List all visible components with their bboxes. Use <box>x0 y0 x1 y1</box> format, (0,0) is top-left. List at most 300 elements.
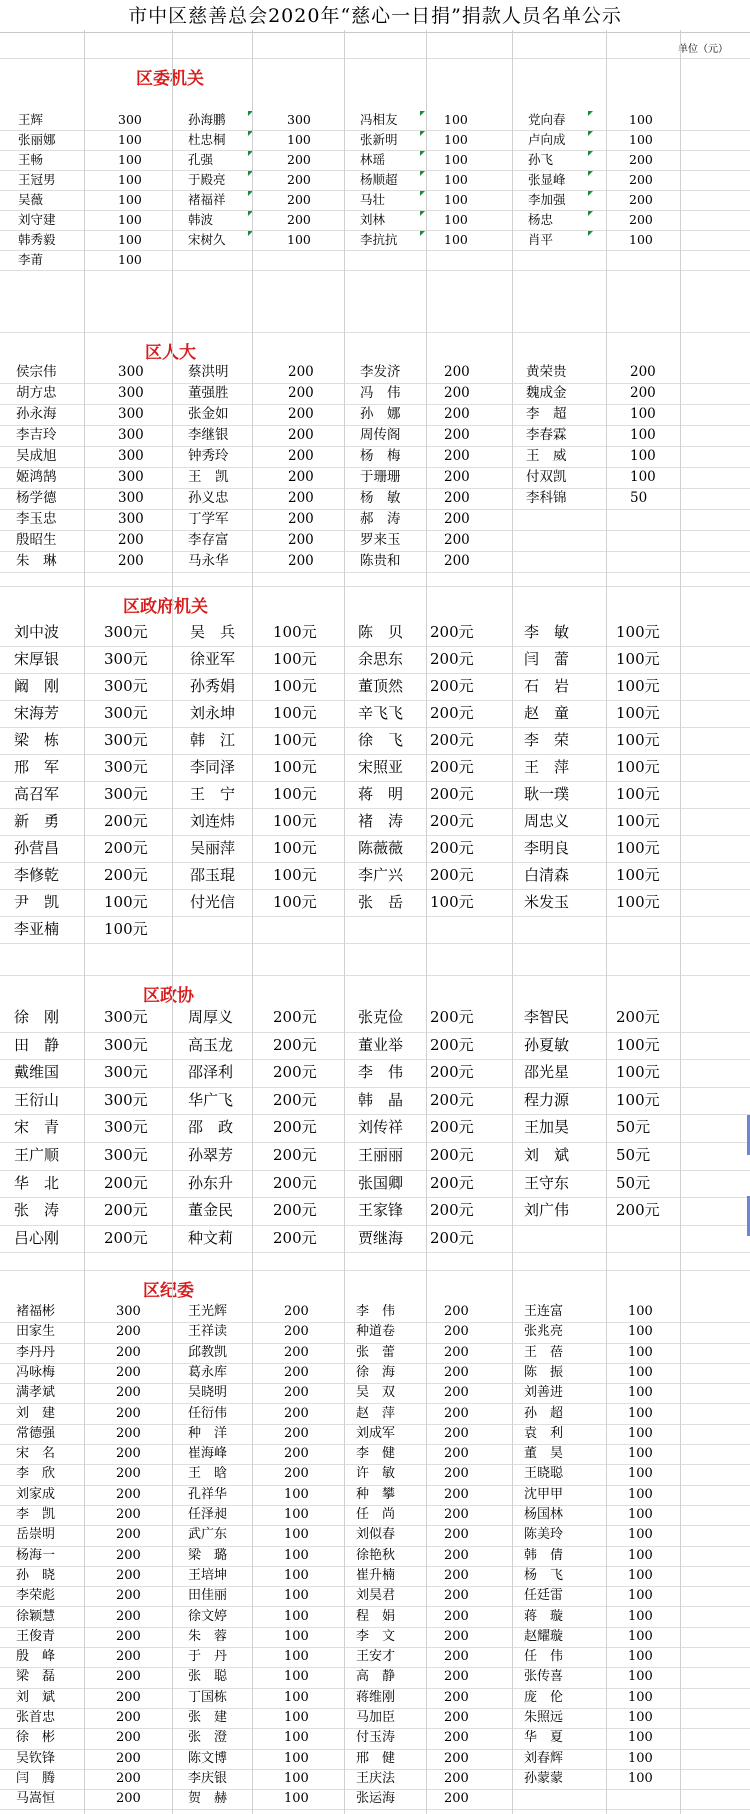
donor-name: 李抗抗 <box>360 232 398 247</box>
donor-name: 吴 兵 <box>190 623 236 641</box>
section-divider <box>0 58 750 59</box>
donation-amount: 200元 <box>104 839 148 857</box>
donor-name: 李 凯 <box>16 1507 56 1522</box>
donor-name: 杨顺超 <box>360 172 398 187</box>
donor-name: 陈 贝 <box>358 623 404 641</box>
donor-name: 邵 政 <box>188 1118 234 1137</box>
donor-name: 姬鸿鹄 <box>16 469 57 485</box>
donor-name: 种 攀 <box>356 1486 396 1502</box>
donor-row <box>0 1789 750 1810</box>
donation-amount: 200 <box>116 1689 141 1705</box>
donation-amount: 100元 <box>104 893 148 911</box>
donor-name: 宋海芳 <box>14 704 60 722</box>
donation-amount: 200 <box>444 1689 469 1705</box>
donation-amount: 50元 <box>616 1146 651 1164</box>
donation-amount: 100 <box>628 1385 653 1401</box>
donor-name: 冯咏梅 <box>16 1364 56 1380</box>
cell-comment-marker <box>420 131 425 136</box>
donor-name: 崔升楠 <box>356 1567 396 1583</box>
donor-name: 王畅 <box>18 152 44 167</box>
donor-row <box>0 110 750 131</box>
donation-amount: 200 <box>284 1344 309 1360</box>
donor-name: 朱照远 <box>524 1710 564 1725</box>
donation-amount: 100 <box>444 152 468 167</box>
donor-name: 尹 凯 <box>14 893 60 911</box>
donor-row <box>0 1302 750 1323</box>
donor-name: 杨海一 <box>16 1547 56 1563</box>
donor-row <box>0 1647 750 1668</box>
donor-row <box>0 1114 750 1143</box>
donor-name: 李 伟 <box>356 1304 396 1319</box>
grid-column-line <box>426 30 427 1814</box>
donor-name: 刘似春 <box>356 1527 396 1543</box>
donor-name: 宋照亚 <box>358 758 404 776</box>
donor-name: 吴丽萍 <box>190 839 236 857</box>
donor-name: 程 娟 <box>356 1608 396 1624</box>
donor-name: 钟秀玲 <box>188 448 229 464</box>
donor-name: 孙翠芳 <box>188 1146 234 1164</box>
donation-amount: 200 <box>116 1750 141 1766</box>
donation-amount: 200元 <box>104 866 148 884</box>
donor-name: 满孝斌 <box>16 1385 56 1401</box>
donation-amount: 200 <box>444 1364 469 1380</box>
donor-row <box>0 362 750 384</box>
cell-comment-marker <box>588 191 593 196</box>
donation-amount: 100 <box>284 1649 309 1665</box>
donor-name: 王连富 <box>524 1304 564 1319</box>
donation-amount: 200 <box>444 1567 469 1583</box>
donation-amount: 200元 <box>430 1173 474 1192</box>
donor-row <box>0 916 750 944</box>
donor-name: 赵 童 <box>524 704 570 722</box>
donation-amount: 200 <box>444 1628 469 1644</box>
donor-name: 刘传祥 <box>358 1118 404 1137</box>
grid-column-line <box>512 30 513 1814</box>
donor-name: 马壮 <box>360 192 386 207</box>
donation-amount: 200元 <box>616 1201 660 1220</box>
donor-name: 黄荣贵 <box>526 364 567 380</box>
donor-name: 李荣彪 <box>16 1588 56 1604</box>
donor-name: 王广顺 <box>14 1146 60 1164</box>
donor-name: 于殿亮 <box>188 172 226 187</box>
donor-name: 李广兴 <box>358 866 404 884</box>
donation-amount: 200 <box>284 1324 309 1340</box>
donation-amount: 100 <box>629 112 653 127</box>
donor-name: 张兆亮 <box>524 1324 564 1340</box>
donor-name: 徐文婷 <box>188 1608 228 1624</box>
donor-name: 殷昭生 <box>16 532 57 548</box>
donation-amount: 100 <box>628 1425 653 1441</box>
donor-name: 王 威 <box>526 448 567 464</box>
donor-name: 韩 江 <box>190 731 236 749</box>
donation-amount: 200 <box>288 490 314 506</box>
donation-amount: 200元 <box>430 839 474 857</box>
donor-name: 高召军 <box>14 785 60 803</box>
donation-amount: 300元 <box>104 704 148 722</box>
donation-amount: 100 <box>628 1364 653 1380</box>
donor-row <box>0 1059 750 1088</box>
donation-amount: 100元 <box>616 677 660 695</box>
donation-amount: 200 <box>287 152 311 167</box>
grid-column-line <box>680 30 681 1814</box>
donor-name: 蒋维刚 <box>356 1689 396 1705</box>
section-divider <box>0 332 750 333</box>
donor-row <box>0 1004 750 1033</box>
donor-name: 梁 璐 <box>188 1547 228 1563</box>
donor-name: 孙永海 <box>16 406 57 422</box>
donation-amount: 100 <box>628 1466 653 1482</box>
donation-amount: 100元 <box>616 758 660 776</box>
donor-row <box>0 1708 750 1729</box>
donation-amount: 100 <box>118 252 142 267</box>
donor-name: 孙营昌 <box>14 839 60 857</box>
donation-amount: 200 <box>284 1425 309 1441</box>
donation-amount: 100 <box>118 132 142 147</box>
donor-name: 丁学军 <box>188 511 229 527</box>
donation-amount: 200 <box>288 364 314 380</box>
donor-name: 刘 斌 <box>524 1146 570 1164</box>
donor-name: 孙 晓 <box>16 1567 56 1583</box>
donation-amount: 200 <box>444 1649 469 1665</box>
donor-name: 杨 敏 <box>360 490 401 506</box>
donor-row <box>0 551 750 573</box>
donor-name: 杨忠 <box>528 212 554 227</box>
donation-amount: 100 <box>628 1344 653 1360</box>
donor-name: 任廷雷 <box>524 1588 564 1604</box>
donor-name: 徐 海 <box>356 1364 396 1380</box>
donation-amount: 300元 <box>104 785 148 803</box>
donor-row <box>0 509 750 531</box>
donor-name: 吴钦锋 <box>16 1750 56 1766</box>
donor-name: 李修乾 <box>14 866 60 884</box>
donation-amount: 100元 <box>273 785 317 803</box>
donation-amount: 100 <box>118 192 142 207</box>
donation-amount: 200元 <box>430 866 474 884</box>
donor-name: 新 勇 <box>14 812 60 830</box>
donation-amount: 100 <box>284 1730 309 1746</box>
donor-name: 张 澄 <box>188 1730 228 1746</box>
donor-name: 刘 建 <box>16 1405 56 1421</box>
donor-name: 袁 利 <box>524 1425 564 1441</box>
donation-amount: 200 <box>284 1405 309 1421</box>
donation-amount: 100 <box>444 132 468 147</box>
donation-amount: 200元 <box>104 1228 148 1247</box>
donor-name: 白清森 <box>524 866 570 884</box>
donor-row <box>0 1404 750 1425</box>
donation-amount: 100元 <box>273 758 317 776</box>
donation-amount: 100 <box>628 1669 653 1685</box>
cell-comment-marker <box>588 231 593 236</box>
donor-name: 董顶然 <box>358 677 404 695</box>
donor-name: 蒋 璇 <box>524 1608 564 1624</box>
donation-amount: 200 <box>116 1507 141 1522</box>
donation-amount: 50元 <box>616 1173 651 1192</box>
donation-amount: 100元 <box>273 650 317 668</box>
donor-row <box>0 1749 750 1770</box>
donation-amount: 100 <box>118 172 142 187</box>
donor-name: 华 北 <box>14 1173 60 1192</box>
donor-name: 刘林 <box>360 212 386 227</box>
donation-amount: 300元 <box>104 1146 148 1164</box>
donor-name: 李丹丹 <box>16 1344 56 1360</box>
donor-name: 张 蕾 <box>356 1344 396 1360</box>
donor-name: 李庆银 <box>188 1770 228 1786</box>
donation-amount: 200 <box>116 1628 141 1644</box>
donor-name: 李智民 <box>524 1008 570 1026</box>
donor-name: 闫 腾 <box>16 1770 56 1786</box>
donation-amount: 200 <box>444 1344 469 1360</box>
donor-name: 赵 萍 <box>356 1405 396 1421</box>
donation-amount: 100 <box>628 1486 653 1502</box>
donation-amount: 200 <box>444 1466 469 1482</box>
donation-amount: 100元 <box>616 650 660 668</box>
donation-amount: 100 <box>284 1567 309 1583</box>
donation-amount: 300 <box>118 406 144 422</box>
donation-amount: 200 <box>444 1730 469 1746</box>
cell-comment-marker <box>420 211 425 216</box>
donor-name: 孙秀娟 <box>190 677 236 695</box>
donor-name: 徐艳秋 <box>356 1547 396 1563</box>
donation-amount: 200元 <box>273 1090 317 1109</box>
donor-name: 张金如 <box>188 406 229 422</box>
donor-name: 田佳丽 <box>188 1588 228 1604</box>
donor-name: 董强胜 <box>188 385 229 401</box>
donor-row <box>0 1424 750 1445</box>
donation-amount: 100 <box>629 132 653 147</box>
donation-amount: 200元 <box>430 1146 474 1164</box>
donor-name: 辛飞飞 <box>358 704 404 722</box>
donation-amount: 200 <box>444 1385 469 1401</box>
donation-amount: 300元 <box>104 1090 148 1109</box>
donor-row <box>0 835 750 863</box>
donation-amount: 300 <box>118 511 144 527</box>
donor-name: 肖平 <box>528 232 554 247</box>
donor-name: 徐 飞 <box>358 731 404 749</box>
donor-row <box>0 250 750 271</box>
donor-row <box>0 1485 750 1506</box>
donation-amount: 200 <box>284 1446 309 1462</box>
donation-amount: 100 <box>630 469 656 485</box>
donation-amount: 200 <box>629 152 653 167</box>
donor-name: 程力源 <box>524 1090 570 1109</box>
donor-row <box>0 727 750 755</box>
donor-row <box>0 1505 750 1526</box>
donor-name: 李明良 <box>524 839 570 857</box>
donor-name: 张 岳 <box>358 893 404 911</box>
donation-amount: 200 <box>284 1364 309 1380</box>
donor-name: 邱教凯 <box>188 1344 228 1360</box>
donation-amount: 200元 <box>273 1146 317 1164</box>
donor-name: 徐 彬 <box>16 1730 56 1746</box>
donation-amount: 200 <box>444 1669 469 1685</box>
donation-amount: 200 <box>630 385 656 401</box>
cell-comment-marker <box>588 171 593 176</box>
donor-name: 李 文 <box>356 1628 396 1644</box>
donation-amount: 200 <box>444 1324 469 1340</box>
donation-amount: 200 <box>284 1466 309 1482</box>
donation-amount: 200 <box>116 1649 141 1665</box>
donor-name: 韩秀毅 <box>18 232 56 247</box>
donor-name: 宋厚银 <box>14 650 60 668</box>
donor-name: 李 健 <box>356 1446 396 1462</box>
donation-amount: 200 <box>284 1385 309 1401</box>
donation-amount: 200 <box>116 1344 141 1360</box>
donation-amount: 200 <box>444 1770 469 1786</box>
donor-name: 周忠义 <box>524 812 570 830</box>
donation-amount: 200 <box>116 1527 141 1543</box>
donor-name: 李 荣 <box>524 731 570 749</box>
donor-name: 张 建 <box>188 1710 228 1725</box>
donation-amount: 200 <box>444 1791 469 1807</box>
donor-name: 党向春 <box>528 112 566 127</box>
donation-amount: 100 <box>118 232 142 247</box>
donor-name: 孔祥华 <box>188 1486 228 1502</box>
donation-amount: 200 <box>116 1446 141 1462</box>
donation-amount: 100元 <box>616 866 660 884</box>
donation-amount: 100元 <box>430 893 474 911</box>
donor-name: 杨 梅 <box>360 448 401 464</box>
donation-amount: 100元 <box>273 677 317 695</box>
donor-name: 于珊珊 <box>360 469 401 485</box>
donation-amount: 200 <box>116 1710 141 1725</box>
donation-amount: 100 <box>284 1547 309 1563</box>
donation-amount: 100 <box>284 1750 309 1766</box>
donation-amount: 100 <box>628 1324 653 1340</box>
donor-name: 罗来玉 <box>360 532 401 548</box>
donation-amount: 100 <box>284 1669 309 1685</box>
donation-amount: 200 <box>444 1608 469 1624</box>
cell-comment-marker <box>420 231 425 236</box>
cell-comment-marker <box>588 151 593 156</box>
donor-name: 李莆 <box>18 252 44 267</box>
section-divider <box>0 586 750 587</box>
donation-amount: 200元 <box>430 812 474 830</box>
donor-name: 周传阁 <box>360 427 401 443</box>
donation-amount: 100元 <box>273 731 317 749</box>
donation-amount: 100 <box>284 1608 309 1624</box>
donation-amount: 200 <box>444 1588 469 1604</box>
donation-amount: 200元 <box>430 650 474 668</box>
donation-amount: 100 <box>628 1588 653 1604</box>
donation-amount: 100元 <box>616 704 660 722</box>
donor-name: 孙义忠 <box>188 490 229 506</box>
donor-name: 王培坤 <box>188 1567 228 1583</box>
donation-amount: 100 <box>628 1446 653 1462</box>
donor-row <box>0 862 750 890</box>
donation-amount: 200 <box>116 1364 141 1380</box>
donor-row <box>0 1769 750 1790</box>
donation-amount: 200 <box>444 1547 469 1563</box>
donor-name: 刘家成 <box>16 1486 56 1502</box>
donation-amount: 200 <box>288 469 314 485</box>
donation-amount: 100元 <box>616 731 660 749</box>
donation-amount: 100 <box>628 1608 653 1624</box>
donor-name: 李存富 <box>188 532 229 548</box>
donation-amount: 100 <box>284 1527 309 1543</box>
donor-row <box>0 1142 750 1171</box>
donation-amount: 100 <box>628 1649 653 1665</box>
donor-name: 任 伟 <box>524 1649 564 1665</box>
donation-amount: 100 <box>284 1486 309 1502</box>
donation-amount: 200 <box>444 448 470 464</box>
donor-name: 王加昊 <box>524 1118 570 1137</box>
donor-row <box>0 1170 750 1199</box>
donation-amount: 200 <box>444 1507 469 1522</box>
donor-row <box>0 488 750 510</box>
donor-name: 吴晓明 <box>188 1385 228 1401</box>
donor-name: 徐颖慧 <box>16 1608 56 1624</box>
donation-amount: 200元 <box>430 1063 474 1082</box>
donor-name: 卢向成 <box>528 132 566 147</box>
donation-amount: 100 <box>630 427 656 443</box>
donor-name: 梁 磊 <box>16 1669 56 1685</box>
donor-name: 林瑶 <box>360 152 386 167</box>
donation-amount: 200元 <box>104 812 148 830</box>
donation-amount: 200 <box>116 1425 141 1441</box>
donation-amount: 100 <box>444 232 468 247</box>
donor-name: 于 丹 <box>188 1649 228 1665</box>
donation-amount: 200 <box>116 1385 141 1401</box>
donation-amount: 200 <box>284 1304 309 1319</box>
donation-amount: 200元 <box>273 1201 317 1220</box>
donation-amount: 100 <box>118 212 142 227</box>
cell-comment-marker <box>420 171 425 176</box>
donation-amount: 100元 <box>616 893 660 911</box>
donor-name: 徐亚军 <box>190 650 236 668</box>
donation-amount: 200 <box>444 1710 469 1725</box>
donation-amount: 200 <box>116 1588 141 1604</box>
donor-name: 胡方忠 <box>16 385 57 401</box>
grid-column-line <box>344 30 345 1814</box>
donation-amount: 200 <box>444 406 470 422</box>
donor-row <box>0 150 750 171</box>
donation-amount: 200元 <box>430 1090 474 1109</box>
donor-row <box>0 700 750 728</box>
donation-amount: 200 <box>116 1791 141 1807</box>
donor-name: 李同泽 <box>190 758 236 776</box>
donor-row <box>0 1032 750 1061</box>
donation-amount: 300 <box>287 112 311 127</box>
donation-amount: 200元 <box>430 1228 474 1247</box>
donation-amount: 100 <box>287 132 311 147</box>
donor-name: 宋 名 <box>16 1446 56 1462</box>
donor-name: 陈薇薇 <box>358 839 404 857</box>
donation-amount: 100元 <box>616 839 660 857</box>
donor-row <box>0 467 750 489</box>
grid-column-line <box>84 30 85 1814</box>
unit-label: 单位（元） <box>678 44 728 55</box>
donation-amount: 200 <box>287 192 311 207</box>
donor-name: 刘 斌 <box>16 1689 56 1705</box>
donation-amount: 300元 <box>104 677 148 695</box>
donor-name: 杨 飞 <box>524 1567 564 1583</box>
donation-amount: 300 <box>118 364 144 380</box>
donor-name: 贾继海 <box>358 1228 404 1247</box>
donor-row <box>0 1627 750 1648</box>
donor-row <box>0 754 750 782</box>
donor-name: 田家生 <box>16 1324 56 1340</box>
donation-amount: 100元 <box>616 1035 660 1054</box>
donor-name: 刘中波 <box>14 623 60 641</box>
donor-name: 吴 双 <box>356 1385 396 1401</box>
donor-name: 王晓聪 <box>524 1466 564 1482</box>
donor-row <box>0 190 750 211</box>
donor-name: 杨学德 <box>16 490 57 506</box>
donor-name: 葛永库 <box>188 1364 228 1380</box>
donation-amount: 200 <box>287 172 311 187</box>
grid-column-line <box>252 30 253 1814</box>
donor-name: 董金民 <box>188 1201 234 1220</box>
